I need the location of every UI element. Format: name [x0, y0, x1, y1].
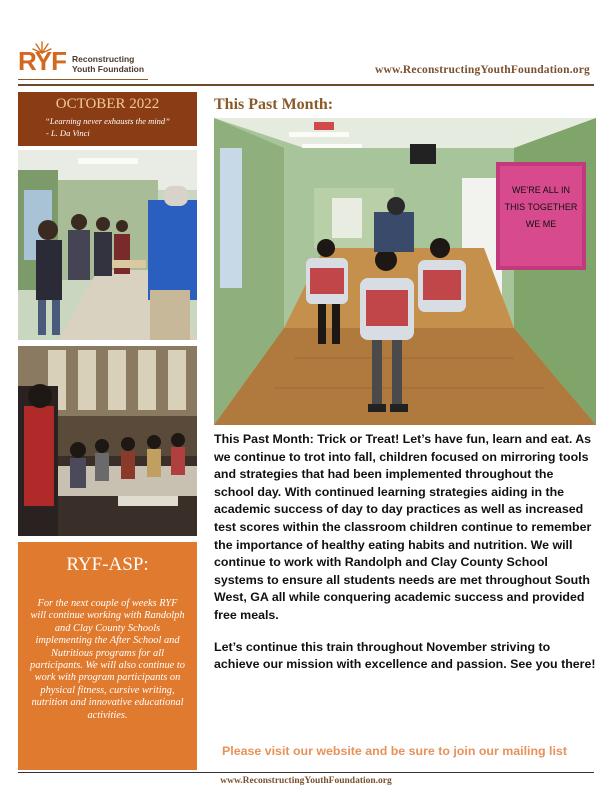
mailing-list-cta[interactable]: Please visit our website and be sure to join our mailing list: [222, 744, 567, 758]
svg-text:WE ME: WE ME: [525, 219, 557, 229]
asp-panel: [18, 542, 197, 770]
asp-description: For the next couple of weeks RYF will continue working with Randolph and Clay County Schools implementing the After School and Nutritious programs for all participants. We will also continue to work with program participants on physical fitness, cursive writing, nutrition and innovative educational activities.: [30, 598, 185, 721]
photo-cafeteria: [18, 346, 197, 536]
quote: “Learning never exhausts the mind”: [45, 116, 170, 126]
paragraph-1: This Past Month: Trick or Treat! Let’s have fun, learn and eat. As we continue to trot into fall, children focused on mirroring tools and strategies that had been implemented throughout the school day. With continued learning strategies aiding in the academic success of day to day practices as well as increased test scores within the classroom children continue to remember the importance of healthy eating habits and nutrition. We will continue to work with Randolph and Clay County School systems to ensure all students needs are met throughout South West, GA all while conquering academic success and provided free meals.: [214, 432, 592, 622]
svg-text:THIS TOGETHER: THIS TOGETHER: [504, 202, 578, 212]
month-banner: [18, 92, 197, 146]
logo-line1: Reconstructing: [72, 54, 135, 64]
header-website-link[interactable]: www.ReconstructingYouthFoundation.org: [374, 64, 590, 76]
quote-author: - L. Da Vinci: [46, 128, 90, 138]
photo-main-hallway: [214, 118, 596, 425]
photo-hallway-handout: [18, 150, 197, 340]
article-body: [214, 431, 596, 688]
paragraph-2: Let’s continue this train throughout November striving to achieve our mission with excellence and passion. See you there!: [214, 639, 596, 672]
logo-mark: RYF: [18, 46, 67, 76]
bulletin-board-text: WE'RE ALL IN: [512, 185, 570, 195]
logo-name: [72, 54, 144, 74]
logo-line2: Youth Foundation: [72, 64, 145, 74]
section-title: This Past Month:: [214, 96, 334, 113]
logo: [18, 42, 148, 82]
footer-divider: [18, 772, 594, 773]
header-divider: [18, 84, 594, 86]
month-title: OCTOBER 2022: [55, 96, 160, 112]
asp-title: RYF-ASP:: [66, 554, 149, 575]
logo-rule: [18, 79, 148, 80]
footer-website-link[interactable]: www.ReconstructingYouthFoundation.org: [220, 776, 392, 786]
